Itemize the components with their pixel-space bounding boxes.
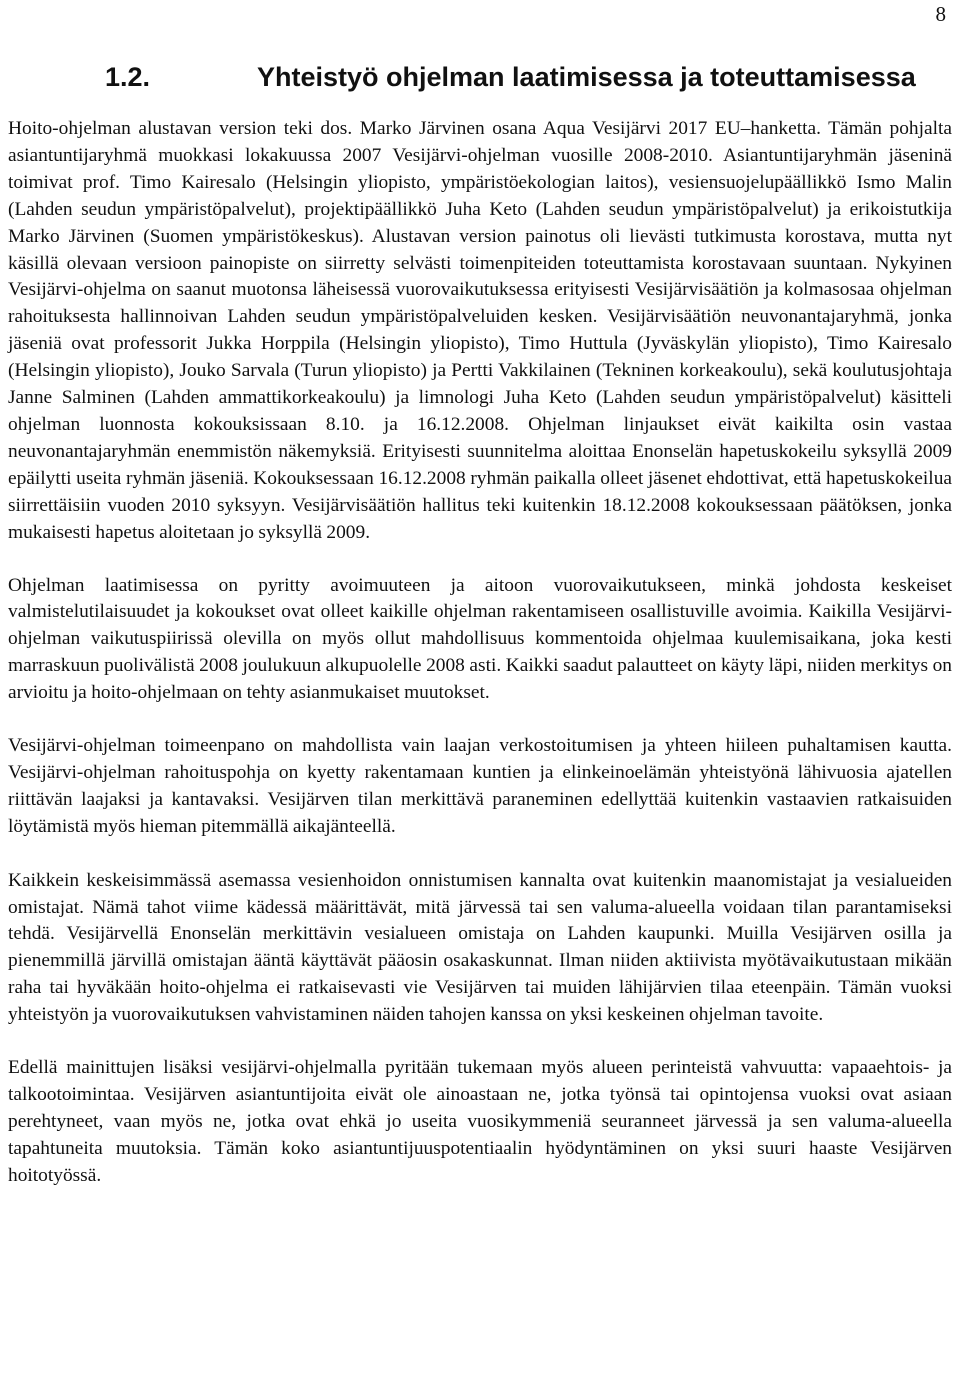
section-heading xyxy=(105,60,916,94)
document-body xyxy=(8,116,952,1190)
paragraph-landowners: Kaikkein keskeisimmässä asemassa vesienhoidon onnistumisen kannalta ovat kuitenkin maanomistajat ja vesialueiden omistajat. Nämä tahot viime kädessä määrittävät, mitä järvessä tai sen valuma-alueella voidaan tilan parantamiseksi tehdä. Vesijärvellä Enonselän merkittävin vesialueen omistaja on Lahden kaupunki. Muilla Vesijärven osilla ja pienemmillä järvillä omistajan ääntä käyttävät pääosin osakaskunnat. Ilman niiden aktiivista myötävaikutustaan mikään raha tai hyväkään hoito-ohjelma ei ratkaisevasti vie Vesijärven tai muiden lähijärvien tilaa eteenpäin. Tämän vuoksi yhteistyön ja vuorovaikutuksen vahvistaminen näiden tahojen kanssa on yksi keskeinen ohjelman tavoite. xyxy=(8,869,952,1026)
paragraph-networking: Vesijärvi-ohjelman toimeenpano on mahdollista vain laajan verkostoitumisen ja yhteen hiileen puhaltamisen kautta. Vesijärvi-ohjelman rahoituspohja on kyetty rakentamaan kuntien ja elinkeinoelämän yhteistyönä lähivuosia ajatellen riittävän laajaksi ja kantavaksi. Vesijärven tilan merkittävä paraneminen edellyttää kuitenkin vastaavien ratkaisuiden löytämistä myös hieman pitemmällä aikajänteellä. xyxy=(8,735,952,837)
page-number: 8 xyxy=(935,2,946,26)
paragraph-volunteering: Edellä mainittujen lisäksi vesijärvi-ohjelmalla pyritään tukemaan myös alueen perinteistä vahvuutta: vapaaehtois- ja talkootoimintaa. Vesijärven asiantuntijoita eivät ole ainoastaan ne, jotka työnsä tai opintojensa vuoksi ovat asiaan perehtyneet, vaan myös ne, jotka ovat ehkä jo useita vuosikymmeniä seuranneet järvessä ja sen valuma-alueella tapahtuneita muutoksia. Tämän koko asiantuntijuuspotentiaalin hyödyntäminen on yksi suuri haaste Vesijärven hoitotyössä. xyxy=(8,1057,952,1186)
paragraph-openness: Ohjelman laatimisessa on pyritty avoimuuteen ja aitoon vuorovaikutukseen, minkä johdosta keskeiset valmistelutilaisuudet ja kokoukset ovat olleet kaikille ohjelman rakentamiseen osallistuville avoimia. Kaikilla Vesijärvi-ohjelman vaikutuspiirissä olevilla on myös ollut mahdollisuus kommentoida ohjelmaa kuulemisaikana, joka kesti marraskuun puolivälistä 2008 joulukuun alkupuolelle 2008 asti. Kaikki saadut palautteet on käyty läpi, niiden merkitys on arvioitu ja hoito-ohjelmaan on tehty asianmukaiset muutokset. xyxy=(8,574,952,704)
section-number: 1.2. xyxy=(105,62,151,92)
paragraph-cooperation: Hoito-ohjelman alustavan version teki dos. Marko Järvinen osana Aqua Vesijärvi 2017 EU–hanketta. Tämän pohjalta asiantuntijaryhmä muokkasi lokakuussa 2007 Vesijärvi-ohjelman vuosille 2008-2010. Asiantuntijaryhmän jäseninä toimivat prof. Timo Kairesalo (Helsingin yliopisto, ympäristöekologian laitos), vesiensuojelupäällikkö Ismo Malin (Lahden seudun ympäristöpalvelut), projektipäällikkö Juha Keto (Lahden seudun ympäristöpalvelut) ja erikoistutkija Marko Järvinen (Suomen ympäristökeskus). Alustavan version painotus oli lievästi tutkimusta korostava, mutta nyt käsillä olevaan versioon painopiste on siirretty selvästi toimenpiteiden toteuttamista korostavaan suuntaan. Nykyinen Vesijärvi-ohjelma on saanut muotonsa läheisessä vuorovaikutuksessa erityisesti Vesijärvisäätiön ja kolmasosaa ohjelman rahoituksesta hallinnoivan Lahden seudun ympäristöpalveluiden kesken. Vesijärvisäätiön neuvonantajaryhmä, jonka jäseniä ovat professorit Jukka Horppila (Helsingin yliopisto), Timo Huttula (Jyväskylän yliopisto), Timo Kairesalo (Helsingin yliopisto), Jouko Sarvala (Turun yliopisto) ja Pertti Vakkilainen (Tekninen korkeakoulu), sekä koulutusjohtaja Janne Salminen (Lahden ammattikorkeakoulu) ja limnologi Juha Keto (Lahden seudun ympäristöpalvelut) käsitteli ohjelman luonnosta kokouksissaan 8.10. ja 16.12.2008. Ohjelman linjaukset eivät kaikilta osin vastaa neuvonantajaryhmän enemmistön näkemyksiä. Erityisesti suunnitelma aloittaa Enonselän hapetuskokeilu syksyllä 2009 epäilytti useita ryhmän jäseniä. Kokouksessaan 16.12.2008 ryhmän paikalla olleet jäsenet ehdottivat, että hapetuskokeilua siirrettäisiin vuoden 2010 syksyyn. Vesijärvisäätiön hallitus teki kuitenkin 18.12.2008 kokouksessaan päätöksen, jonka mukaisesti hapetus aloitetaan jo syksyllä 2009. xyxy=(8,118,952,543)
section-title: Yhteistyö ohjelman laatimisessa ja toteuttamisessa xyxy=(257,62,916,92)
